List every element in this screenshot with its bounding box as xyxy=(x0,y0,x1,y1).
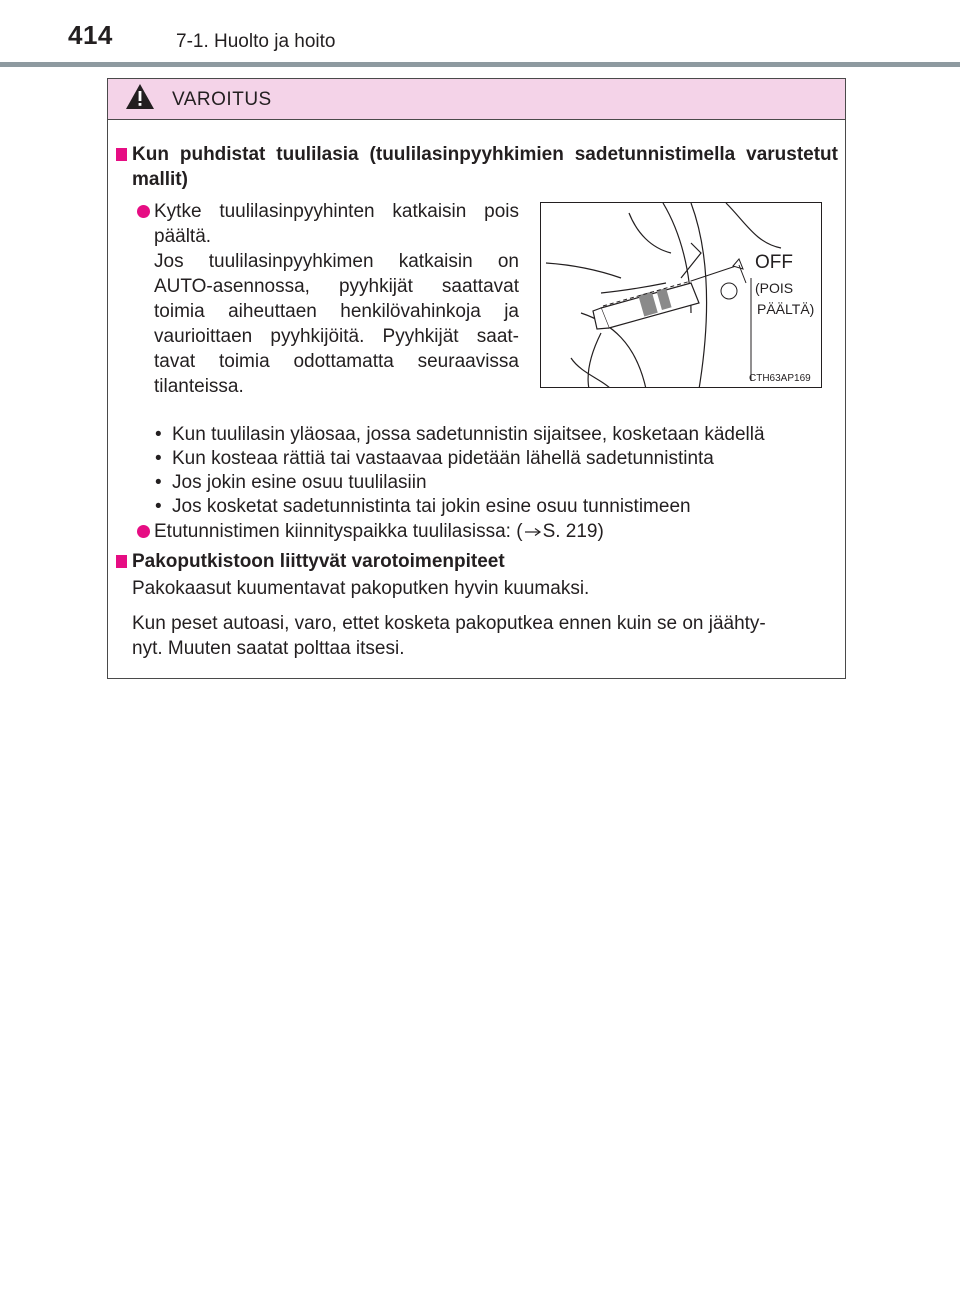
wiper-switch-instruction xyxy=(154,199,519,399)
figure-off-label: OFF xyxy=(755,252,793,273)
warning-triangle-icon xyxy=(125,83,155,110)
instruction-line: toimia aiheuttaen henkilövahinkoja ja xyxy=(154,301,519,322)
section-heading-exhaust: Pakoputkistoon liittyvät varotoimenpiteet xyxy=(132,551,505,572)
exhaust-paragraph-1: Pakokaasut kuumentavat pakoputken hyvin kuumaksi. xyxy=(132,578,590,599)
figure-pois-line: PÄÄLTÄ) xyxy=(757,301,815,317)
instruction-line: tavat toimia odottamatta seuraavissa xyxy=(154,351,519,372)
item-bullet-icon xyxy=(137,525,150,538)
sensor-location-reference xyxy=(154,519,604,544)
sub-bullet-marker: • xyxy=(155,448,162,469)
instruction-line: Jos tuulilasinpyyhkimen katkaisin on xyxy=(154,251,519,272)
exhaust-paragraph-2 xyxy=(132,611,766,661)
figure-pois-label xyxy=(755,278,814,320)
sub-bullet-item: Kun tuulilasin yläosaa, jossa sadetunnistin sijaitsee, kosketaan kädellä xyxy=(172,424,765,445)
sub-bullet-item: Jos jokin esine osuu tuulilasiin xyxy=(172,472,427,493)
exhaust-paragraph-line: Kun peset autoasi, varo, ettet kosketa pakoputkea ennen kuin se on jäähty- xyxy=(132,613,766,634)
warning-label: VAROITUS xyxy=(172,89,272,110)
page-reference-link[interactable]: S. 219) xyxy=(542,521,604,542)
wiper-switch-figure xyxy=(540,202,822,388)
item-bullet-icon xyxy=(137,205,150,218)
section-bullet-icon xyxy=(116,555,127,568)
warning-header xyxy=(108,79,845,120)
sub-bullet-item: Kun kosteaa rättiä tai vastaavaa pidetään lähellä sadetunnistinta xyxy=(172,448,714,469)
section-heading-windshield: Kun puhdistat tuulilasia (tuulilasinpyyhkimien sadetunnistimella varustetut mallit) xyxy=(132,144,838,190)
sub-bullet-item: Jos kosketat sadetunnistinta tai jokin esine osuu tunnistimeen xyxy=(172,496,691,517)
instruction-line: AUTO-asennossa, pyyhkijät saattavat xyxy=(154,276,519,297)
instruction-line: päältä. xyxy=(154,226,212,247)
instruction-line: vaurioittaen pyyhkijöitä. Pyyhkijät saat- xyxy=(154,326,519,347)
instruction-line: tilanteissa. xyxy=(154,376,244,397)
exhaust-paragraph-line: nyt. Muuten saatat polttaa itsesi. xyxy=(132,638,405,659)
figure-pois-line: (POIS xyxy=(755,280,794,296)
sub-bullet-marker: • xyxy=(155,496,162,517)
section-bullet-icon xyxy=(116,148,127,161)
instruction-line: Kytke tuulilasinpyyhinten katkaisin pois xyxy=(154,201,519,222)
figure-code: CTH63AP169 xyxy=(749,373,811,384)
sub-bullet-marker: • xyxy=(155,472,162,493)
section-title: 7-1. Huolto ja hoito xyxy=(176,31,336,52)
arrow-right-icon xyxy=(524,527,542,537)
header-rule xyxy=(0,62,960,67)
sub-bullet-marker: • xyxy=(155,424,162,445)
sensor-location-text: Etutunnistimen kiinnityspaikka tuulilasissa: ( xyxy=(154,521,523,542)
page-number: 414 xyxy=(68,20,113,50)
warning-box xyxy=(107,78,846,679)
